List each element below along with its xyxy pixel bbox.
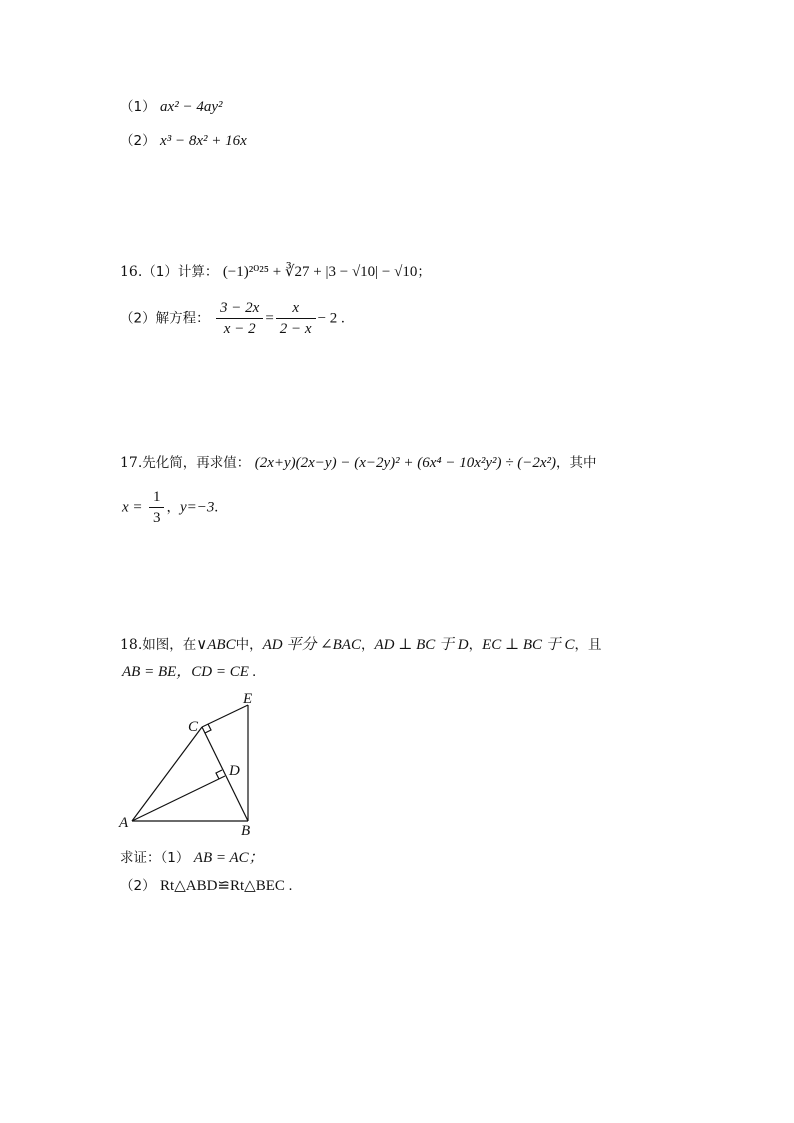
q18-geometry-figure (112, 685, 282, 840)
q17-x-numerator: 1 (149, 488, 165, 508)
q16-part2 (120, 299, 345, 338)
q17-number: 17. (120, 455, 143, 471)
q16-part2-label: （2）解方程： (120, 310, 210, 327)
q18-prove-part1 (120, 848, 264, 868)
q15-part1 (120, 97, 222, 117)
label-A: A (119, 815, 129, 831)
q16-part1-end: ； (417, 264, 431, 280)
q17-line2 (122, 488, 218, 527)
segment-AC (132, 727, 202, 821)
q18-ad-perp: AD ⊥ BC 于 D (374, 637, 469, 653)
q16-number: 16. (120, 264, 143, 280)
q18-mid: 中， (235, 637, 263, 653)
q17-tail: ，其中 (556, 455, 597, 471)
segment-CE (202, 705, 248, 727)
label-C: C (188, 719, 199, 735)
q15-part2-expression: x³ − 8x² + 16x (160, 133, 247, 149)
q18-number: 18. (120, 637, 143, 653)
q16-rhs-denominator: 2 − x (279, 321, 312, 337)
q18-given: AB = BE，CD = CE . (122, 664, 257, 680)
q17-x-denominator: 3 (152, 510, 161, 526)
q18-intro: 如图，在 (142, 637, 197, 653)
q18-prove-label: 求证： (120, 850, 161, 866)
q17-line1 (120, 453, 597, 473)
q15-part1-label: （1） (120, 99, 156, 115)
q17-prompt: 先化简，再求值： (142, 455, 251, 471)
q18-sep2: ， (468, 637, 483, 653)
q18-prove-p1-label: （1） (160, 850, 190, 866)
q16-equals-sign: = (265, 310, 274, 327)
label-D: D (229, 763, 240, 779)
q18-prove-p2: Rt△ABD≌Rt△BEC . (160, 878, 293, 894)
q17-y-value: y=−3 (179, 499, 215, 516)
q17-x-label: x = (122, 499, 143, 516)
q18-triangle: ∨ABC (196, 637, 236, 653)
q16-lhs-denominator: x − 2 (223, 321, 256, 337)
q18-prove-p1: AB = AC； (193, 850, 264, 866)
q15-part1-expression: ax² − 4ay² (160, 99, 223, 115)
q17-expression: (2x+y)(2x−y) − (x−2y)² + (6x⁴ − 10x²y²) ÷ (−2x²) (254, 455, 557, 471)
q17-x-fraction (149, 488, 165, 527)
segment-AD (132, 776, 225, 821)
q16-rhs-fraction (276, 299, 316, 338)
q16-part1-expression: (−1)²⁰²⁵ + ∛27 + |3 − √10| − √10 (222, 264, 418, 280)
q18-prove-p2-label: （2） (120, 878, 156, 894)
q17-end: . (214, 499, 219, 516)
q16-lhs-numerator: 3 − 2x (216, 299, 263, 319)
q18-ad-bisects: AD 平分 ∠BAC (262, 637, 361, 653)
q18-line2 (122, 662, 256, 682)
q15-part2 (120, 131, 247, 151)
label-E: E (243, 691, 253, 707)
q18-sep3: ， (574, 637, 589, 653)
q18-line1 (120, 635, 602, 655)
label-B: B (241, 823, 251, 839)
q16-rhs-numerator: x (276, 299, 316, 319)
q18-ec-perp: EC ⊥ BC 于 C (482, 637, 575, 653)
q18-and: 且 (588, 637, 602, 653)
q15-part2-label: （2） (120, 133, 156, 149)
q16-part1 (120, 262, 431, 282)
segment-CB (202, 727, 248, 821)
q16-lhs-fraction (216, 299, 263, 338)
q16-part2-tail: − 2 . (317, 310, 345, 327)
q18-sep1: ， (360, 637, 375, 653)
q17-comma: ， (166, 499, 180, 516)
q16-part1-label: （1）计算： (142, 264, 219, 280)
q18-prove-part2 (120, 876, 292, 896)
